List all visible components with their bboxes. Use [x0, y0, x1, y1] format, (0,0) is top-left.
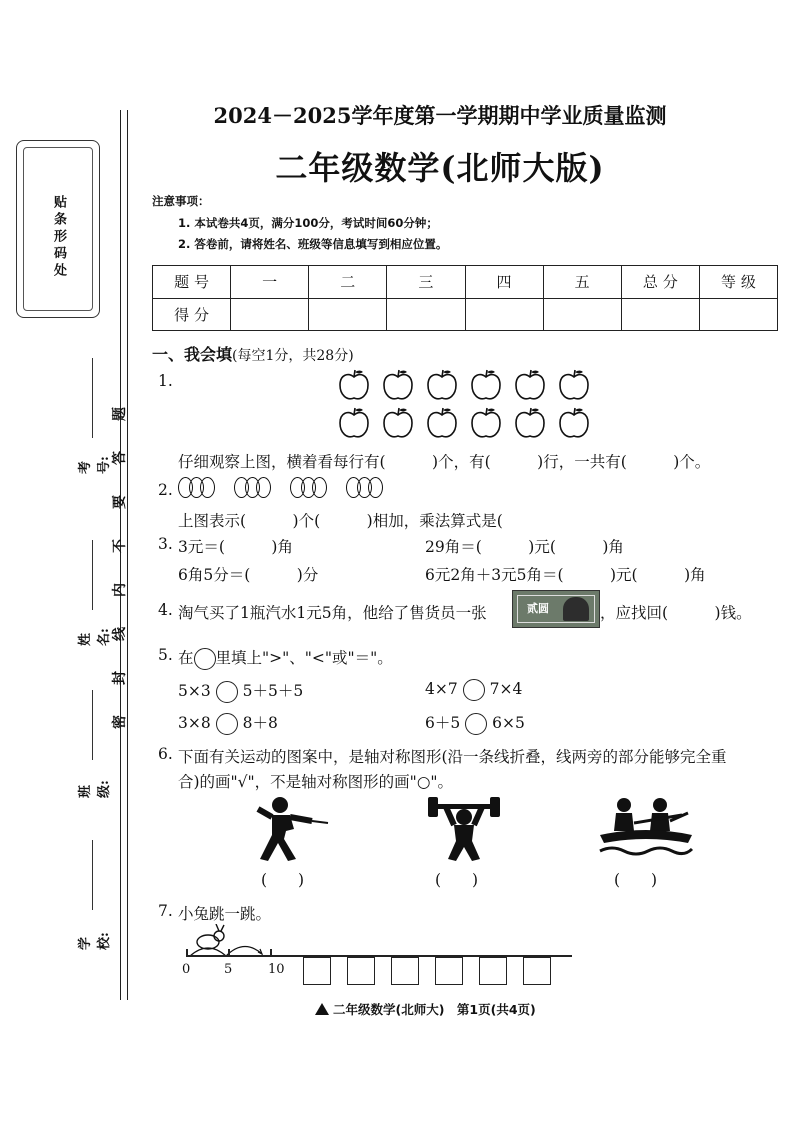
tick [186, 949, 188, 956]
seal-word: 答 [112, 451, 128, 465]
compare-circle[interactable] [216, 713, 238, 735]
q6-blank[interactable]: ( ) [614, 871, 658, 889]
q3-number: 3. [158, 535, 173, 553]
apple-icon [426, 368, 458, 402]
field-class[interactable]: 班级: [82, 690, 102, 810]
barcode-label: 贴条形码处 [51, 195, 66, 280]
apple-icon [382, 368, 414, 402]
note-item: 1. 本试卷共4页，满分100分，考试时间60分钟； [178, 216, 438, 230]
score-cell[interactable] [309, 298, 387, 331]
weightlifter-icon [428, 795, 500, 863]
note-item: 2. 答卷前，请将姓名、班级等信息填写到相应位置。 [178, 237, 448, 251]
q4-text-a: 淘气买了1瓶汽水1元5角，他给了售货员一张 [178, 604, 487, 622]
score-cell[interactable] [543, 298, 621, 331]
q2-number: 2. [158, 481, 173, 499]
score-table [152, 265, 778, 331]
q5-number: 5. [158, 646, 173, 664]
notes-heading: 注意事项： [152, 194, 210, 208]
exam-subtitle: 二年级数学(北师大版) [275, 149, 605, 187]
q6-number: 6. [158, 745, 173, 763]
q3-d: 6元2角＋3元5角＝( )元( )角 [425, 566, 706, 584]
score-header-cell: 五 [543, 266, 621, 299]
seal-word: 封 [112, 671, 128, 685]
apple-icon [514, 406, 546, 440]
number-line [186, 955, 572, 957]
q4-text-b: ，应找回( )钱。 [600, 604, 752, 622]
barcode-box [16, 140, 100, 318]
q3-c: 6角5分＝( )分 [178, 566, 319, 584]
tick-label: 0 [182, 962, 191, 977]
apple-icon [470, 368, 502, 402]
score-header-cell: 一 [231, 266, 309, 299]
field-school[interactable]: 学校: [82, 840, 102, 950]
q3-b: 29角＝( )元( )角 [425, 538, 624, 556]
tick-label: 5 [224, 962, 233, 977]
score-cell[interactable] [621, 298, 699, 331]
apple-icon [382, 406, 414, 440]
seal-word: 线 [112, 627, 128, 641]
answer-box[interactable] [435, 957, 463, 985]
seal-word: 要 [112, 495, 128, 509]
seal-word: 不 [112, 539, 128, 553]
score-cell[interactable] [465, 298, 543, 331]
answer-box[interactable] [391, 957, 419, 985]
q1-text: 仔细观察上图，横着看每行有( )个，有( )行，一共有( )个。 [178, 453, 711, 471]
rowing-icon [598, 795, 694, 861]
compare-circle[interactable] [216, 681, 238, 703]
circle-blank-icon [194, 648, 216, 670]
seal-word: 题 [112, 407, 128, 421]
answer-box[interactable] [303, 957, 331, 985]
seal-word: 密 [112, 715, 128, 729]
page-footer: 二年级数学(北师大) 第1页(共4页) [315, 1000, 536, 1018]
score-cell[interactable] [387, 298, 465, 331]
ring-groups [178, 477, 379, 502]
score-cell[interactable] [231, 298, 309, 331]
answer-box[interactable] [479, 957, 507, 985]
q3-a: 3元＝( )角 [178, 538, 293, 556]
score-cell[interactable] [699, 298, 777, 331]
q5-item: 3×8 8＋8 [178, 711, 278, 735]
apple-icon [426, 406, 458, 440]
banknote-icon: 贰圆 [512, 590, 600, 628]
q1-number: 1. [158, 372, 173, 390]
score-header-cell: 三 [387, 266, 465, 299]
answer-box[interactable] [523, 957, 551, 985]
field-name[interactable]: 姓名: [82, 540, 102, 660]
exam-title: 2024－2025学年度第一学期期中学业质量监测 [213, 103, 667, 128]
score-header-cell: 二 [309, 266, 387, 299]
q2-text: 上图表示( )个( )相加，乘法算式是( [178, 512, 503, 530]
q6-blank[interactable]: ( ) [435, 871, 479, 889]
answer-box[interactable] [347, 957, 375, 985]
tick [228, 949, 230, 956]
apple-icon [558, 368, 590, 402]
score-row-label: 得 分 [153, 298, 231, 331]
score-header-cell: 等 级 [699, 266, 777, 299]
q4-number: 4. [158, 601, 173, 619]
apple-icon [338, 406, 370, 440]
q7-text: 小兔跳一跳。 [178, 905, 272, 923]
q6-blank[interactable]: ( ) [261, 871, 305, 889]
apple-icon [338, 368, 370, 402]
q6-line2: 合)的画"√"，不是轴对称图形的画"○"。 [178, 773, 453, 791]
compare-circle[interactable] [465, 713, 487, 735]
q5-item: 6＋5 6×5 [425, 711, 525, 735]
q5-intro: 在 里填上">"、"<"或"＝"。 [178, 646, 393, 670]
fencer-icon [250, 795, 330, 865]
score-header-cell: 题 号 [153, 266, 231, 299]
score-header-cell: 总 分 [621, 266, 699, 299]
compare-circle[interactable] [463, 679, 485, 701]
warning-triangle-icon [315, 1003, 329, 1015]
apple-icon [470, 406, 502, 440]
section-title: 一、我会填(每空1分，共28分) [152, 345, 354, 364]
q6-line1: 下面有关运动的图案中，是轴对称图形(沿一条线折叠，线两旁的部分能够完全重 [178, 748, 727, 766]
apple-icon [558, 406, 590, 440]
q5-item: 4×7 7×4 [425, 679, 522, 701]
score-header-cell: 四 [465, 266, 543, 299]
tick-label: 10 [268, 962, 285, 977]
tick [270, 949, 272, 956]
apple-icon [514, 368, 546, 402]
seal-word: 内 [112, 583, 128, 597]
q5-item: 5×3 5＋5＋5 [178, 679, 303, 703]
q7-number: 7. [158, 902, 173, 920]
field-exam-no[interactable]: 考号: [82, 358, 102, 478]
